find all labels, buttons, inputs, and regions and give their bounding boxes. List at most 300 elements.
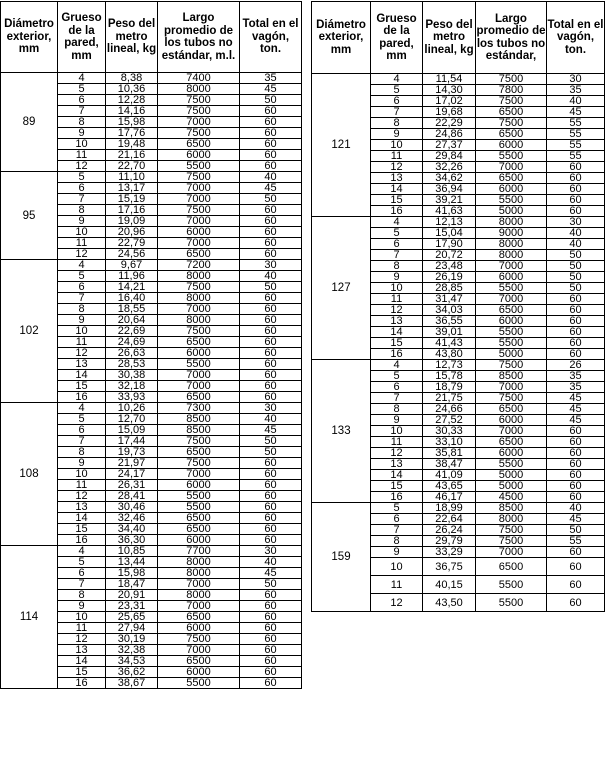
wall-thickness-cell: 5: [58, 414, 106, 425]
length-cell: 7000: [476, 261, 547, 272]
table-row: [312, 503, 605, 514]
length-cell: 6000: [158, 535, 240, 546]
total-cell: 60: [240, 337, 302, 348]
total-cell: 50: [547, 261, 605, 272]
length-cell: 6000: [158, 480, 240, 491]
table-row: [1, 403, 302, 414]
weight-cell: 23,48: [423, 261, 476, 272]
length-cell: 7000: [476, 162, 547, 173]
wall-thickness-cell: 16: [58, 535, 106, 546]
wall-thickness-cell: 10: [58, 469, 106, 480]
wall-thickness-cell: 11: [58, 623, 106, 634]
total-cell: 40: [547, 96, 605, 107]
wall-thickness-cell: 10: [58, 612, 106, 623]
length-cell: 5500: [476, 459, 547, 470]
total-cell: 50: [547, 283, 605, 294]
weight-cell: 18,79: [423, 382, 476, 393]
length-cell: 7300: [158, 403, 240, 414]
weight-cell: 32,38: [106, 645, 158, 656]
weight-cell: 36,30: [106, 535, 158, 546]
weight-cell: 36,75: [423, 558, 476, 576]
weight-cell: 33,29: [423, 547, 476, 558]
length-cell: 7500: [158, 634, 240, 645]
total-cell: 30: [240, 403, 302, 414]
wall-thickness-cell: 16: [58, 392, 106, 403]
total-cell: 60: [547, 173, 605, 184]
length-cell: 7500: [476, 96, 547, 107]
weight-cell: 15,04: [423, 228, 476, 239]
wall-thickness-cell: 11: [371, 151, 423, 162]
total-cell: 60: [240, 645, 302, 656]
wall-thickness-cell: 6: [58, 282, 106, 293]
weight-cell: 22,64: [423, 514, 476, 525]
total-cell: 30: [240, 260, 302, 271]
wall-thickness-cell: 16: [58, 678, 106, 689]
length-cell: 7000: [158, 194, 240, 205]
header-weight-per-meter: Peso del metro lineal, kg: [106, 2, 158, 73]
length-cell: 7800: [476, 85, 547, 96]
wall-thickness-cell: 13: [58, 359, 106, 370]
wall-thickness-cell: 8: [58, 447, 106, 458]
length-cell: 8000: [158, 315, 240, 326]
wall-thickness-cell: 13: [371, 173, 423, 184]
total-cell: 40: [240, 414, 302, 425]
total-cell: 60: [240, 513, 302, 524]
length-cell: 7000: [476, 547, 547, 558]
table-row: [312, 74, 605, 85]
total-cell: 55: [547, 129, 605, 140]
total-cell: 45: [547, 514, 605, 525]
total-cell: 60: [240, 590, 302, 601]
length-cell: 7000: [158, 469, 240, 480]
total-cell: 60: [547, 316, 605, 327]
length-cell: 6000: [476, 140, 547, 151]
length-cell: 8000: [476, 514, 547, 525]
weight-cell: 12,70: [106, 414, 158, 425]
total-cell: 60: [547, 426, 605, 437]
length-cell: 8500: [476, 371, 547, 382]
weight-cell: 25,65: [106, 612, 158, 623]
length-cell: 6500: [158, 656, 240, 667]
total-cell: 26: [547, 360, 605, 371]
total-cell: 60: [240, 128, 302, 139]
table-row: [1, 172, 302, 183]
total-cell: 60: [240, 315, 302, 326]
length-cell: 6000: [476, 448, 547, 459]
wall-thickness-cell: 7: [58, 579, 106, 590]
weight-cell: 34,53: [106, 656, 158, 667]
length-cell: 7000: [158, 370, 240, 381]
total-cell: 60: [240, 535, 302, 546]
length-cell: 7200: [158, 260, 240, 271]
length-cell: 6000: [158, 150, 240, 161]
wall-thickness-cell: 15: [371, 481, 423, 492]
length-cell: 7000: [158, 183, 240, 194]
wall-thickness-cell: 12: [371, 448, 423, 459]
total-cell: 60: [240, 392, 302, 403]
length-cell: 6500: [158, 447, 240, 458]
wall-thickness-cell: 4: [58, 73, 106, 84]
weight-cell: 18,99: [423, 503, 476, 514]
wall-thickness-cell: 8: [371, 404, 423, 415]
weight-cell: 20,72: [423, 250, 476, 261]
diameter-cell: 89: [1, 73, 58, 172]
wall-thickness-cell: 6: [371, 239, 423, 250]
wall-thickness-cell: 13: [371, 316, 423, 327]
header-diameter: Diámetro exterior, mm: [1, 2, 58, 73]
length-cell: 7000: [158, 645, 240, 656]
weight-cell: 31,47: [423, 294, 476, 305]
wall-thickness-cell: 5: [58, 271, 106, 282]
total-cell: 60: [240, 293, 302, 304]
weight-cell: 11,96: [106, 271, 158, 282]
wall-thickness-cell: 5: [371, 503, 423, 514]
length-cell: 7000: [158, 579, 240, 590]
wall-thickness-cell: 12: [58, 348, 106, 359]
weight-cell: 21,97: [106, 458, 158, 469]
wall-thickness-cell: 9: [58, 458, 106, 469]
total-cell: 30: [547, 217, 605, 228]
length-cell: 7500: [158, 458, 240, 469]
total-cell: 60: [240, 381, 302, 392]
weight-cell: 15,98: [106, 568, 158, 579]
weight-cell: 28,41: [106, 491, 158, 502]
total-cell: 35: [547, 382, 605, 393]
wall-thickness-cell: 9: [371, 129, 423, 140]
weight-cell: 46,17: [423, 492, 476, 503]
wall-thickness-cell: 6: [371, 96, 423, 107]
weight-cell: 43,80: [423, 349, 476, 360]
weight-cell: 22,79: [106, 238, 158, 249]
length-cell: 7500: [158, 436, 240, 447]
total-cell: 55: [547, 536, 605, 547]
total-cell: 45: [240, 183, 302, 194]
length-cell: 5500: [158, 161, 240, 172]
wall-thickness-cell: 8: [371, 536, 423, 547]
weight-cell: 32,18: [106, 381, 158, 392]
wall-thickness-cell: 15: [58, 667, 106, 678]
wall-thickness-cell: 7: [58, 436, 106, 447]
wall-thickness-cell: 8: [371, 118, 423, 129]
wall-thickness-cell: 11: [58, 150, 106, 161]
weight-cell: 41,63: [423, 206, 476, 217]
wall-thickness-cell: 12: [58, 249, 106, 260]
weight-cell: 12,28: [106, 95, 158, 106]
wall-thickness-cell: 4: [58, 403, 106, 414]
total-cell: 60: [240, 117, 302, 128]
wall-thickness-cell: 9: [58, 601, 106, 612]
length-cell: 7500: [476, 536, 547, 547]
wall-thickness-cell: 7: [58, 106, 106, 117]
total-cell: 60: [240, 227, 302, 238]
total-cell: 50: [240, 95, 302, 106]
weight-cell: 40,15: [423, 576, 476, 594]
total-cell: 40: [240, 172, 302, 183]
weight-cell: 22,29: [423, 118, 476, 129]
wall-thickness-cell: 5: [371, 85, 423, 96]
header-wall-thickness: Grueso de la pared, mm: [371, 2, 423, 74]
wall-thickness-cell: 10: [371, 426, 423, 437]
wall-thickness-cell: 15: [58, 381, 106, 392]
length-cell: 5500: [158, 359, 240, 370]
wall-thickness-cell: 7: [58, 293, 106, 304]
weight-cell: 21,75: [423, 393, 476, 404]
length-cell: 7000: [158, 117, 240, 128]
total-cell: 60: [240, 524, 302, 535]
length-cell: 6500: [476, 558, 547, 576]
total-cell: 50: [240, 436, 302, 447]
table-row: [1, 546, 302, 557]
length-cell: 6000: [158, 667, 240, 678]
length-cell: 6500: [158, 139, 240, 150]
weight-cell: 14,21: [106, 282, 158, 293]
length-cell: 6500: [476, 404, 547, 415]
wall-thickness-cell: 5: [58, 172, 106, 183]
total-cell: 45: [547, 415, 605, 426]
total-cell: 60: [240, 623, 302, 634]
weight-cell: 13,17: [106, 183, 158, 194]
total-cell: 50: [547, 525, 605, 536]
length-cell: 7000: [158, 381, 240, 392]
total-cell: 60: [240, 458, 302, 469]
weight-cell: 33,93: [106, 392, 158, 403]
length-cell: 5000: [476, 206, 547, 217]
weight-cell: 18,55: [106, 304, 158, 315]
diameter-cell: 127: [312, 217, 371, 360]
length-cell: 7500: [158, 326, 240, 337]
total-cell: 60: [240, 667, 302, 678]
weight-cell: 22,70: [106, 161, 158, 172]
weight-cell: 33,10: [423, 437, 476, 448]
weight-cell: 10,36: [106, 84, 158, 95]
length-cell: 6000: [476, 184, 547, 195]
length-cell: 6000: [158, 348, 240, 359]
header-total-wagon: Total en el vagón, ton.: [240, 2, 302, 73]
length-cell: 7500: [158, 205, 240, 216]
pipe-table-right: [311, 1, 605, 612]
length-cell: 6000: [476, 415, 547, 426]
length-cell: 7500: [158, 172, 240, 183]
weight-cell: 26,31: [106, 480, 158, 491]
wall-thickness-cell: 6: [371, 382, 423, 393]
wall-thickness-cell: 9: [371, 547, 423, 558]
total-cell: 60: [547, 184, 605, 195]
weight-cell: 28,53: [106, 359, 158, 370]
wall-thickness-cell: 10: [58, 227, 106, 238]
total-cell: 35: [547, 371, 605, 382]
wall-thickness-cell: 13: [58, 645, 106, 656]
weight-cell: 11,54: [423, 74, 476, 85]
total-cell: 60: [240, 205, 302, 216]
weight-cell: 14,30: [423, 85, 476, 96]
wall-thickness-cell: 6: [58, 95, 106, 106]
weight-cell: 43,50: [423, 594, 476, 612]
total-cell: 30: [547, 74, 605, 85]
length-cell: 7700: [158, 546, 240, 557]
weight-cell: 20,96: [106, 227, 158, 238]
total-cell: 35: [547, 85, 605, 96]
weight-cell: 38,67: [106, 678, 158, 689]
total-cell: 40: [240, 557, 302, 568]
weight-cell: 36,55: [423, 316, 476, 327]
wall-thickness-cell: 14: [371, 470, 423, 481]
total-cell: 60: [547, 558, 605, 576]
total-cell: 60: [240, 106, 302, 117]
total-cell: 60: [547, 437, 605, 448]
total-cell: 60: [547, 481, 605, 492]
length-cell: 6500: [476, 305, 547, 316]
length-cell: 7400: [158, 73, 240, 84]
weight-cell: 22,69: [106, 326, 158, 337]
weight-cell: 32,26: [423, 162, 476, 173]
total-cell: 50: [547, 250, 605, 261]
diameter-cell: 159: [312, 503, 371, 612]
length-cell: 6000: [158, 623, 240, 634]
weight-cell: 26,24: [423, 525, 476, 536]
total-cell: 60: [547, 547, 605, 558]
total-cell: 45: [547, 393, 605, 404]
wall-thickness-cell: 14: [58, 513, 106, 524]
wall-thickness-cell: 10: [371, 140, 423, 151]
length-cell: 6500: [476, 107, 547, 118]
length-cell: 8000: [158, 568, 240, 579]
length-cell: 8000: [158, 84, 240, 95]
wall-thickness-cell: 5: [371, 228, 423, 239]
weight-cell: 17,16: [106, 205, 158, 216]
weight-cell: 8,38: [106, 73, 158, 84]
wall-thickness-cell: 11: [371, 294, 423, 305]
total-cell: 60: [547, 327, 605, 338]
weight-cell: 39,01: [423, 327, 476, 338]
header-total-wagon: Total en el vagón, ton.: [547, 2, 605, 74]
weight-cell: 34,62: [423, 173, 476, 184]
total-cell: 30: [240, 546, 302, 557]
total-cell: 50: [240, 579, 302, 590]
length-cell: 8500: [476, 503, 547, 514]
table-row: [1, 260, 302, 271]
length-cell: 5500: [158, 502, 240, 513]
wall-thickness-cell: 9: [58, 216, 106, 227]
total-cell: 45: [547, 404, 605, 415]
length-cell: 5500: [476, 327, 547, 338]
weight-cell: 20,91: [106, 590, 158, 601]
table-body-right: [312, 74, 605, 612]
length-cell: 7500: [476, 118, 547, 129]
weight-cell: 19,68: [423, 107, 476, 118]
wall-thickness-cell: 10: [58, 326, 106, 337]
total-cell: 60: [547, 338, 605, 349]
total-cell: 60: [547, 459, 605, 470]
wall-thickness-cell: 6: [58, 425, 106, 436]
wall-thickness-cell: 5: [371, 371, 423, 382]
total-cell: 40: [240, 271, 302, 282]
weight-cell: 13,44: [106, 557, 158, 568]
length-cell: 4500: [476, 492, 547, 503]
length-cell: 8000: [158, 557, 240, 568]
length-cell: 8000: [476, 250, 547, 261]
diameter-cell: 102: [1, 260, 58, 403]
total-cell: 50: [240, 282, 302, 293]
diameter-cell: 133: [312, 360, 371, 503]
length-cell: 8000: [158, 271, 240, 282]
wall-thickness-cell: 4: [371, 360, 423, 371]
total-cell: 60: [240, 502, 302, 513]
total-cell: 60: [547, 594, 605, 612]
length-cell: 6000: [476, 272, 547, 283]
length-cell: 6500: [158, 337, 240, 348]
wall-thickness-cell: 14: [371, 184, 423, 195]
wall-thickness-cell: 14: [58, 656, 106, 667]
weight-cell: 10,26: [106, 403, 158, 414]
weight-cell: 41,09: [423, 470, 476, 481]
weight-cell: 28,85: [423, 283, 476, 294]
header-average-length: Largo promedio de los tubos no estándar, m.l.: [158, 2, 240, 73]
table-row: [312, 360, 605, 371]
wall-thickness-cell: 14: [58, 370, 106, 381]
length-cell: 5000: [476, 481, 547, 492]
wall-thickness-cell: 16: [371, 349, 423, 360]
weight-cell: 19,73: [106, 447, 158, 458]
length-cell: 8000: [158, 590, 240, 601]
total-cell: 60: [547, 206, 605, 217]
weight-cell: 35,81: [423, 448, 476, 459]
weight-cell: 29,84: [423, 151, 476, 162]
total-cell: 60: [240, 348, 302, 359]
wall-thickness-cell: 15: [371, 195, 423, 206]
total-cell: 60: [547, 294, 605, 305]
length-cell: 7500: [158, 282, 240, 293]
weight-cell: 15,78: [423, 371, 476, 382]
length-cell: 5500: [476, 195, 547, 206]
wall-thickness-cell: 11: [58, 337, 106, 348]
length-cell: 5500: [476, 283, 547, 294]
weight-cell: 24,56: [106, 249, 158, 260]
weight-cell: 17,90: [423, 239, 476, 250]
length-cell: 8500: [158, 425, 240, 436]
total-cell: 60: [240, 139, 302, 150]
wall-thickness-cell: 9: [371, 272, 423, 283]
header-weight-per-meter: Peso del metro lineal, kg: [423, 2, 476, 74]
length-cell: 7000: [476, 294, 547, 305]
total-cell: 60: [547, 305, 605, 316]
length-cell: 5500: [476, 594, 547, 612]
total-cell: 40: [547, 503, 605, 514]
length-cell: 7000: [476, 382, 547, 393]
weight-cell: 29,79: [423, 536, 476, 547]
wall-thickness-cell: 11: [58, 480, 106, 491]
header-wall-thickness: Grueso de la pared, mm: [58, 2, 106, 73]
total-cell: 35: [240, 73, 302, 84]
total-cell: 60: [240, 326, 302, 337]
wall-thickness-cell: 12: [58, 161, 106, 172]
weight-cell: 17,76: [106, 128, 158, 139]
wall-thickness-cell: 14: [371, 327, 423, 338]
length-cell: 7500: [476, 393, 547, 404]
total-cell: 45: [240, 425, 302, 436]
length-cell: 6500: [158, 513, 240, 524]
weight-cell: 19,09: [106, 216, 158, 227]
weight-cell: 17,44: [106, 436, 158, 447]
length-cell: 6500: [158, 249, 240, 260]
weight-cell: 9,67: [106, 260, 158, 271]
wall-thickness-cell: 11: [58, 238, 106, 249]
total-cell: 60: [240, 216, 302, 227]
weight-cell: 15,09: [106, 425, 158, 436]
wall-thickness-cell: 10: [371, 283, 423, 294]
total-cell: 60: [240, 480, 302, 491]
length-cell: 6500: [476, 173, 547, 184]
total-cell: 60: [240, 304, 302, 315]
